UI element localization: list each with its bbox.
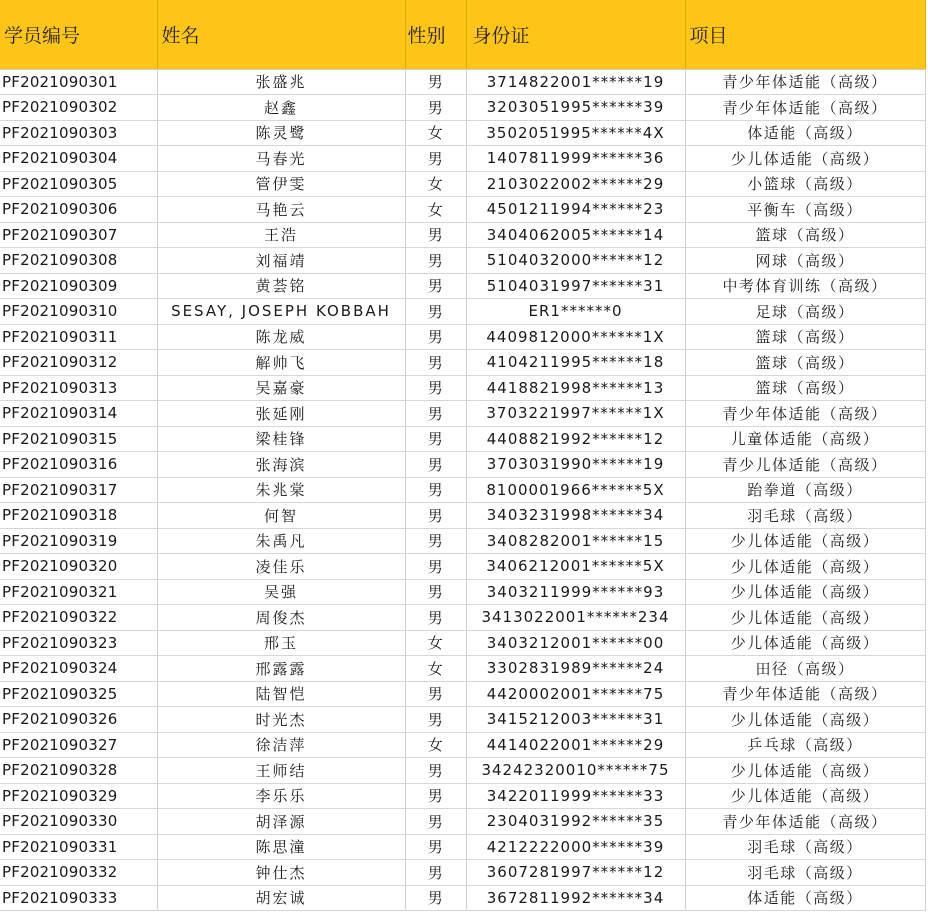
cell-student-no[interactable]: PF2021090309 [0,273,157,299]
cell-gender[interactable]: 男 [405,95,466,121]
cell-gender[interactable]: 男 [405,681,466,707]
cell-id[interactable]: 5104031997******31 [466,273,685,299]
cell-gender[interactable]: 男 [405,350,466,376]
cell-gender[interactable]: 男 [405,707,466,733]
cell-project[interactable]: 羽毛球（高级） [685,503,925,529]
cell-gender[interactable]: 女 [405,171,466,197]
cell-gender[interactable]: 男 [405,426,466,452]
cell-name[interactable]: 张海滨 [157,452,405,478]
cell-student-no[interactable]: PF2021090302 [0,95,157,121]
cell-student-no[interactable]: PF2021090331 [0,834,157,860]
cell-name[interactable]: 刘福靖 [157,248,405,274]
cell-id[interactable]: 1407811999******36 [466,146,685,172]
cell-project[interactable]: 青少儿体适能（高级） [685,452,925,478]
cell-project[interactable]: 网球（高级） [685,248,925,274]
cell-student-no[interactable]: PF2021090301 [0,69,157,95]
cell-student-no[interactable]: PF2021090320 [0,554,157,580]
cell-student-no[interactable]: PF2021090328 [0,758,157,784]
cell-project[interactable]: 篮球（高级） [685,375,925,401]
cell-name[interactable]: 马艳云 [157,197,405,223]
table-row [0,197,925,223]
cell-gender[interactable]: 男 [405,834,466,860]
table-row [0,528,925,554]
cell-name[interactable]: 张盛兆 [157,69,405,95]
cell-id[interactable]: 4420002001******75 [466,681,685,707]
table-row [0,809,925,835]
cell-project[interactable]: 篮球（高级） [685,222,925,248]
cell-name[interactable]: 张延刚 [157,401,405,427]
cell-name[interactable]: 时光杰 [157,707,405,733]
cell-name[interactable]: 陈思潼 [157,834,405,860]
cell-id[interactable]: 2304031992******35 [466,809,685,835]
cell-student-no[interactable]: PF2021090327 [0,732,157,758]
cell-id[interactable]: 3714822001******19 [466,69,685,95]
cell-id[interactable]: 3203051995******39 [466,95,685,121]
cell-name[interactable]: 陈龙威 [157,324,405,350]
cell-student-no[interactable]: PF2021090314 [0,401,157,427]
cell-student-no[interactable]: PF2021090329 [0,783,157,809]
table-row [0,375,925,401]
cell-student-no[interactable]: PF2021090330 [0,809,157,835]
table-row [0,885,925,911]
cell-name[interactable]: 邢露露 [157,656,405,682]
cell-name[interactable]: 吴嘉豪 [157,375,405,401]
cell-gender[interactable]: 男 [405,146,466,172]
table-row [0,656,925,682]
cell-gender[interactable]: 男 [405,503,466,529]
cell-name[interactable]: 王浩 [157,222,405,248]
cell-id[interactable]: 5104032000******12 [466,248,685,274]
cell-name[interactable]: 钟仕杰 [157,860,405,886]
cell-project[interactable]: 田径（高级） [685,656,925,682]
cell-name[interactable]: 梁桂锋 [157,426,405,452]
cell-name[interactable]: 赵鑫 [157,95,405,121]
cell-id[interactable]: 3703031990******19 [466,452,685,478]
cell-student-no[interactable]: PF2021090318 [0,503,157,529]
table-row [0,554,925,580]
cell-gender[interactable]: 男 [405,299,466,325]
table-row [0,452,925,478]
cell-student-no[interactable]: PF2021090321 [0,579,157,605]
table-row [0,248,925,274]
cell-name[interactable]: 邢玉 [157,630,405,656]
table-row [0,707,925,733]
cell-gender[interactable]: 男 [405,860,466,886]
cell-id[interactable]: 3415212003******31 [466,707,685,733]
cell-name[interactable]: 王师结 [157,758,405,784]
table-row [0,579,925,605]
cell-name[interactable]: 解帅飞 [157,350,405,376]
cell-id[interactable]: 8100001966******5X [466,477,685,503]
cell-gender[interactable]: 男 [405,809,466,835]
cell-project[interactable]: 小篮球（高级） [685,171,925,197]
cell-gender[interactable]: 男 [405,324,466,350]
cell-project[interactable]: 足球（高级） [685,299,925,325]
table-row [0,324,925,350]
table-row [0,95,925,121]
table-row [0,834,925,860]
table-row [0,273,925,299]
cell-student-no[interactable]: PF2021090311 [0,324,157,350]
cell-name[interactable]: 朱禹凡 [157,528,405,554]
cell-project[interactable]: 中考体育训练（高级） [685,273,925,299]
table-row [0,350,925,376]
cell-gender[interactable]: 女 [405,732,466,758]
cell-student-no[interactable]: PF2021090315 [0,426,157,452]
cell-project[interactable]: 平衡车（高级） [685,197,925,223]
table-header [0,0,925,69]
table-row [0,681,925,707]
cell-id[interactable]: 3413022001******234 [466,605,685,631]
header-name[interactable]: 姓名 [157,0,405,69]
cell-name[interactable]: 马春光 [157,146,405,172]
cell-student-no[interactable]: PF2021090324 [0,656,157,682]
cell-gender[interactable]: 男 [405,528,466,554]
cell-name[interactable]: 何智 [157,503,405,529]
cell-project[interactable]: 体适能（高级） [685,120,925,146]
header-id-card[interactable]: 身份证 [466,0,685,69]
cell-name[interactable]: 吴强 [157,579,405,605]
cell-student-no[interactable]: PF2021090332 [0,860,157,886]
cell-id[interactable]: 4104211995******18 [466,350,685,376]
cell-gender[interactable]: 男 [405,248,466,274]
cell-project[interactable]: 青少年体适能（高级） [685,401,925,427]
cell-name[interactable]: 管伊雯 [157,171,405,197]
cell-project[interactable]: 少儿体适能（高级） [685,707,925,733]
table-row [0,299,925,325]
cell-name[interactable]: 凌佳乐 [157,554,405,580]
cell-project[interactable]: 少儿体适能（高级） [685,554,925,580]
header-student-no[interactable]: 学员编号 [0,0,157,69]
cell-gender[interactable]: 男 [405,554,466,580]
cell-project[interactable]: 篮球（高级） [685,324,925,350]
cell-id[interactable]: 3406212001******5X [466,554,685,580]
table-row [0,477,925,503]
cell-project[interactable]: 羽毛球（高级） [685,834,925,860]
table-row [0,146,925,172]
cell-id[interactable]: 3403231998******34 [466,503,685,529]
cell-gender[interactable]: 女 [405,197,466,223]
cell-id[interactable]: 4418821998******13 [466,375,685,401]
cell-project[interactable]: 体适能（高级） [685,885,925,911]
cell-name[interactable]: 李乐乐 [157,783,405,809]
cell-name[interactable]: SESAY, JOSEPH KOBBAH [157,299,405,325]
cell-id[interactable]: 4408821992******12 [466,426,685,452]
table-row [0,605,925,631]
cell-gender[interactable]: 男 [405,401,466,427]
cell-id[interactable]: 4212222000******39 [466,834,685,860]
cell-student-no[interactable]: PF2021090333 [0,885,157,911]
cell-student-no[interactable]: PF2021090312 [0,350,157,376]
cell-name[interactable]: 陆智恺 [157,681,405,707]
cell-student-no[interactable]: PF2021090325 [0,681,157,707]
cell-id[interactable]: 3403212001******00 [466,630,685,656]
cell-project[interactable]: 羽毛球（高级） [685,860,925,886]
cell-project[interactable]: 青少年体适能（高级） [685,809,925,835]
cell-id[interactable]: 2103022002******29 [466,171,685,197]
header-project[interactable]: 项目 [685,0,925,69]
cell-project[interactable]: 乒乓球（高级） [685,732,925,758]
cell-project[interactable]: 跆拳道（高级） [685,477,925,503]
cell-id[interactable]: 34242320010******75 [466,758,685,784]
cell-gender[interactable]: 男 [405,273,466,299]
cell-student-no[interactable]: PF2021090319 [0,528,157,554]
cell-id[interactable]: 3607281997******12 [466,860,685,886]
cell-student-no[interactable]: PF2021090304 [0,146,157,172]
cell-id[interactable]: 3672811992******34 [466,885,685,911]
table-row [0,426,925,452]
cell-project[interactable]: 青少年体适能（高级） [685,681,925,707]
cell-gender[interactable]: 女 [405,630,466,656]
cell-id[interactable]: 3408282001******15 [466,528,685,554]
table-row [0,503,925,529]
header-gender[interactable]: 性别 [405,0,466,69]
cell-id[interactable]: 4501211994******23 [466,197,685,223]
cell-gender[interactable]: 男 [405,605,466,631]
cell-id[interactable]: 3502051995******4X [466,120,685,146]
cell-student-no[interactable]: PF2021090313 [0,375,157,401]
cell-project[interactable]: 少儿体适能（高级） [685,528,925,554]
cell-student-no[interactable]: PF2021090303 [0,120,157,146]
table-row [0,401,925,427]
cell-student-no[interactable]: PF2021090326 [0,707,157,733]
cell-id[interactable]: 3302831989******24 [466,656,685,682]
cell-project[interactable]: 儿童体适能（高级） [685,426,925,452]
cell-project[interactable]: 少儿体适能（高级） [685,605,925,631]
cell-student-no[interactable]: PF2021090310 [0,299,157,325]
cell-project[interactable]: 少儿体适能（高级） [685,630,925,656]
cell-id[interactable]: 4414022001******29 [466,732,685,758]
cell-gender[interactable]: 女 [405,120,466,146]
cell-project[interactable]: 青少年体适能（高级） [685,95,925,121]
cell-project[interactable]: 少儿体适能（高级） [685,758,925,784]
cell-id[interactable]: 3422011999******33 [466,783,685,809]
cell-id[interactable]: 3703221997******1X [466,401,685,427]
cell-student-no[interactable]: PF2021090323 [0,630,157,656]
cell-name[interactable]: 黄荟铭 [157,273,405,299]
cell-project[interactable]: 少儿体适能（高级） [685,146,925,172]
table-body [0,69,925,911]
cell-student-no[interactable]: PF2021090317 [0,477,157,503]
table-row [0,120,925,146]
table-row [0,222,925,248]
cell-gender[interactable]: 男 [405,758,466,784]
cell-id[interactable]: 4409812000******1X [466,324,685,350]
cell-gender[interactable]: 男 [405,222,466,248]
cell-gender[interactable]: 男 [405,579,466,605]
cell-project[interactable]: 篮球（高级） [685,350,925,376]
cell-name[interactable]: 胡泽源 [157,809,405,835]
table-row [0,69,925,95]
cell-id[interactable]: 3404062005******14 [466,222,685,248]
header-row [0,0,925,69]
cell-student-no[interactable]: PF2021090307 [0,222,157,248]
cell-id[interactable]: ER1******0 [466,299,685,325]
cell-gender[interactable]: 男 [405,375,466,401]
cell-student-no[interactable]: PF2021090305 [0,171,157,197]
cell-name[interactable]: 周俊杰 [157,605,405,631]
cell-gender[interactable]: 男 [405,783,466,809]
cell-gender[interactable]: 男 [405,477,466,503]
cell-project[interactable]: 青少年体适能（高级） [685,69,925,95]
cell-gender[interactable]: 男 [405,452,466,478]
cell-project[interactable]: 少儿体适能（高级） [685,579,925,605]
cell-name[interactable]: 徐洁萍 [157,732,405,758]
cell-gender[interactable]: 男 [405,69,466,95]
cell-gender[interactable]: 女 [405,656,466,682]
table-row [0,732,925,758]
table-row [0,758,925,784]
cell-student-no[interactable]: PF2021090316 [0,452,157,478]
cell-student-no[interactable]: PF2021090308 [0,248,157,274]
cell-name[interactable]: 陈灵鹭 [157,120,405,146]
cell-name[interactable]: 胡宏诚 [157,885,405,911]
cell-name[interactable]: 朱兆棠 [157,477,405,503]
cell-student-no[interactable]: PF2021090306 [0,197,157,223]
table-row [0,783,925,809]
cell-id[interactable]: 3403211999******93 [466,579,685,605]
table-row [0,630,925,656]
cell-project[interactable]: 少儿体适能（高级） [685,783,925,809]
cell-gender[interactable]: 男 [405,885,466,911]
cell-student-no[interactable]: PF2021090322 [0,605,157,631]
table-row [0,171,925,197]
table-row [0,860,925,886]
